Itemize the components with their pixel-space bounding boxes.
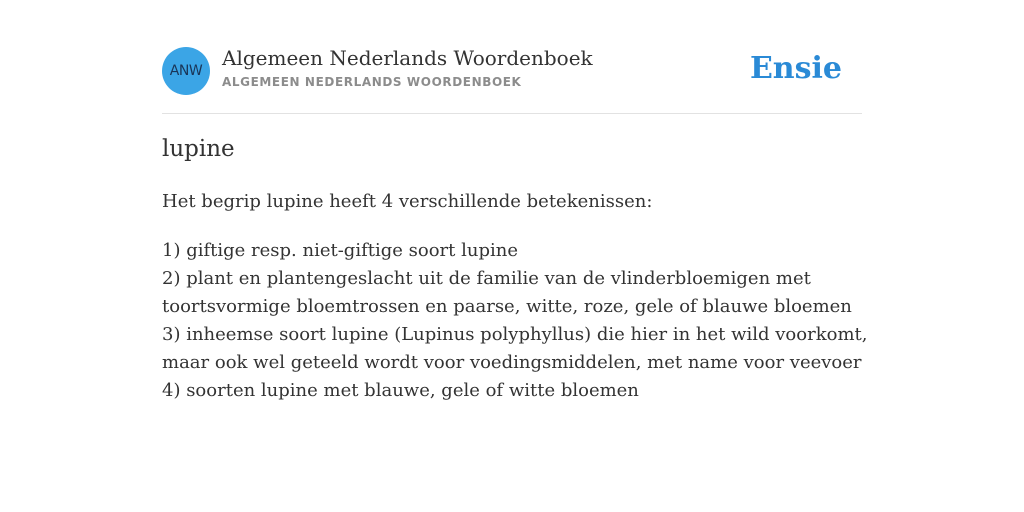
definition-line: 3) inheemse soort lupine (Lupinus polyphyllus) die hier in het wild voorkomt,: [162, 324, 868, 345]
definition-line: 2) plant en plantengeslacht uit de familie van de vlinderbloemigen met: [162, 268, 811, 289]
definition-line: 1) giftige resp. niet-giftige soort lupine: [162, 240, 518, 261]
anw-logo: [162, 47, 210, 95]
definition-line: maar ook wel geteeld wordt voor voedingsmiddelen, met name voor veevoer: [162, 352, 862, 373]
definition-line: 4) soorten lupine met blauwe, gele of witte bloemen: [162, 380, 639, 401]
logo-text: ANW: [169, 63, 203, 79]
ensie-brand-logo[interactable]: Ensie: [749, 51, 842, 86]
header-divider: [162, 113, 862, 114]
source-header: [162, 46, 862, 96]
definition-line: toortsvormige bloemtrossen en paarse, witte, roze, gele of blauwe bloemen: [162, 296, 852, 317]
definition-list: [162, 237, 868, 405]
entry-word: lupine: [162, 136, 235, 162]
source-subtitle: ALGEMEEN NEDERLANDS WOORDENBOEK: [222, 75, 522, 89]
entry-intro: Het begrip lupine heeft 4 verschillende betekenissen:: [162, 191, 653, 212]
source-title[interactable]: Algemeen Nederlands Woordenboek: [222, 46, 593, 70]
